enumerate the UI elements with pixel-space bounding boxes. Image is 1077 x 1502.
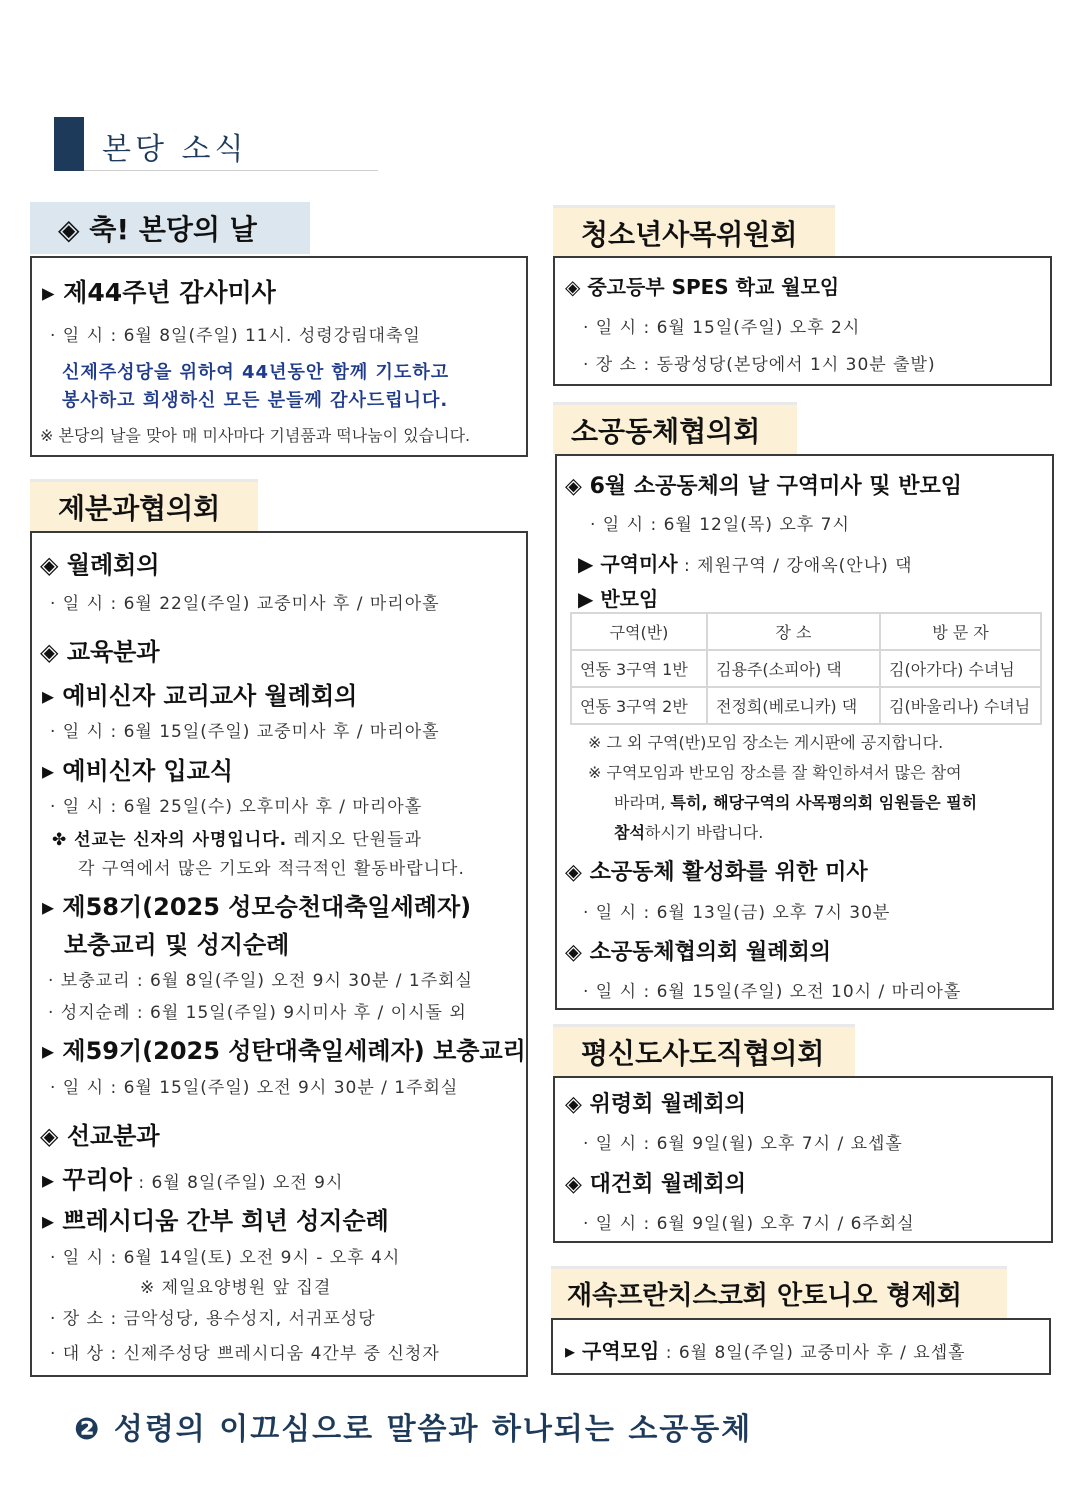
small-note2-line3 [614, 820, 763, 843]
table-row [571, 650, 1041, 687]
catechist-title: ▸ 예비신자 교리교사 월례회의 [42, 682, 358, 710]
feast-note: ※ 본당의 날을 맞아 매 미사마다 기념품과 떡나눔이 있습니다. [40, 426, 471, 445]
activate-title: ◈ 소공동체 활성화를 위한 미사 [565, 860, 868, 885]
pilgrim-title: ▸ 쁘레시디움 간부 희년 성지순례 [42, 1207, 389, 1235]
franciscan-bold: ▸ 구역모임 [565, 1339, 660, 1363]
education-title: ◈ 교육분과 [40, 638, 160, 666]
kkuri-rest: : 6월 8일(주일) 오전 9시 [131, 1173, 344, 1193]
pilgrim-date: · 일 시 : 6월 14일(토) 오전 9시 - 오후 4시 [50, 1248, 401, 1268]
monthly-meeting-title: ◈ 월례회의 [40, 551, 160, 579]
small-monthly-title: ◈ 소공동체협의회 월례회의 [565, 940, 832, 965]
table-header: 방 문 자 [880, 613, 1041, 650]
activate-date: · 일 시 : 6월 13일(금) 오후 7시 30분 [583, 903, 891, 923]
g58-title-line2: 보충교리 및 성지순례 [64, 931, 290, 959]
entrance-date: · 일 시 : 6월 25일(수) 오후미사 후 / 마리아홀 [50, 797, 423, 817]
catechist-date: · 일 시 : 6월 15일(주일) 교중미사 후 / 마리아홀 [50, 722, 440, 742]
franciscan-rest: : 6월 8일(주일) 교중미사 후 / 요셉홀 [659, 1343, 966, 1363]
pilgrim-target: · 대 상 : 신제주성당 쁘레시디움 4간부 중 신청자 [50, 1344, 440, 1364]
small-day-title: ◈ 6월 소공동체의 날 구역미사 및 반모임 [565, 474, 962, 499]
table-cell: 전정희(베로니카) 댁 [707, 687, 880, 724]
table-cell: 김(바울리나) 수녀님 [880, 687, 1041, 724]
tab-small-community: 소공동체협의회 [553, 402, 797, 454]
zone-mass-rest: : 제원구역 / 강애옥(안나) 댁 [677, 556, 913, 576]
zone-mass-bold: ▶ 구역미사 [578, 552, 678, 576]
small-note1: ※ 그 외 구역(반)모임 장소는 게시판에 공지합니다. [588, 733, 944, 752]
pilgrim-gather: ※ 제일요양병원 앞 집결 [140, 1278, 332, 1298]
entrance-title: ▸ 예비신자 입교식 [42, 757, 234, 785]
small-note2-pre: 바라며, [614, 793, 671, 812]
franciscan-line [565, 1335, 966, 1364]
small-monthly-date: · 일 시 : 6월 15일(주일) 오전 10시 / 마리아홀 [583, 982, 962, 1002]
table-cell: 연동 3구역 2반 [571, 687, 707, 724]
g58-supplement: · 보충교리 : 6월 8일(주일) 오전 9시 30분 / 1주회실 [48, 971, 473, 991]
youth-date: · 일 시 : 6월 15일(주일) 오후 2시 [583, 318, 861, 338]
table-header: 장 소 [707, 613, 880, 650]
header-divider [84, 170, 378, 171]
g58-title-line1: ▸ 제58기(2025 성모승천대축일세례자) [42, 893, 472, 921]
visit-table [570, 612, 1042, 725]
small-note3-rest: 하시기 바랍니다. [644, 823, 764, 842]
g59-date: · 일 시 : 6월 15일(주일) 오전 9시 30분 / 1주회실 [50, 1078, 459, 1098]
small-note2-line1: ※ 구역모임과 반모임 장소를 잘 확인하셔서 많은 참여 [588, 763, 962, 782]
daegeon-date: · 일 시 : 6월 9일(월) 오후 7시 / 6주회실 [583, 1214, 915, 1234]
zone-mass-line [578, 548, 913, 577]
feast-mass-title: ▸ 제44주년 감사미사 [42, 278, 276, 307]
pilgrim-place: · 장 소 : 금악성당, 용수성지, 서귀포성당 [50, 1309, 376, 1329]
tab-feast: ◈ 축! 본당의 날 [30, 202, 310, 254]
section-marker [54, 117, 84, 171]
page-footer: ❷ 성령의 이끄심으로 말씀과 하나되는 소공동체 [74, 1412, 753, 1447]
kkuri-bold: ▸ 꾸리아 [42, 1166, 132, 1194]
g58-pilgrimage: · 성지순례 : 6월 15일(주일) 9시미사 후 / 이시돌 외 [48, 1003, 467, 1023]
tab-council: 제분과협의회 [30, 479, 258, 531]
table-cell: 김용주(소피아) 댁 [707, 650, 880, 687]
mission-bold: ✤ 선교는 신자의 사명입니다. [52, 830, 288, 850]
feast-mass-date: · 일 시 : 6월 8일(주일) 11시. 성령강림대축일 [50, 326, 421, 346]
kkuri-line [42, 1160, 343, 1195]
feast-thanks-line2: 봉사하고 희생하신 모든 분들께 감사드립니다. [62, 390, 449, 411]
table-cell: 연동 3구역 1반 [571, 650, 707, 687]
tab-laity: 평신도사도직협의회 [553, 1024, 855, 1076]
small-note2-bold: 특히, 해당구역의 사목평의회 임원들은 필히 [670, 793, 978, 812]
feast-thanks-line1: 신제주성당을 위하여 44년동안 함께 기도하고 [62, 362, 450, 383]
tab-youth: 청소년사목위원회 [553, 205, 835, 257]
ban-meeting-title: ▶ 반모임 [578, 587, 659, 611]
mission-rest: 레지오 단원들과 [287, 830, 422, 850]
mission-line2: 각 구역에서 많은 기도와 적극적인 활동바랍니다. [78, 859, 465, 879]
tab-franciscan: 재속프란치스코회 안토니오 형제회 [551, 1266, 1007, 1318]
wiryeong-date: · 일 시 : 6월 9일(월) 오후 7시 / 요셉홀 [583, 1134, 903, 1154]
table-cell: 김(아가다) 수녀님 [880, 650, 1041, 687]
table-header-row [571, 613, 1041, 650]
table-header: 구역(반) [571, 613, 707, 650]
wiryeong-title: ◈ 위령회 월례회의 [565, 1092, 747, 1117]
youth-title: ◈ 중고등부 SPES 학교 월모임 [565, 275, 840, 299]
small-note3-bold: 참석 [614, 823, 645, 842]
small-note2-line2 [614, 790, 977, 813]
youth-place: · 장 소 : 동광성당(본당에서 1시 30분 출발) [583, 355, 936, 375]
mission-line1 [52, 825, 422, 850]
missionary-title: ◈ 선교분과 [40, 1122, 160, 1150]
monthly-meeting-date: · 일 시 : 6월 22일(주일) 교중미사 후 / 마리아홀 [50, 594, 440, 614]
g59-title: ▸ 제59기(2025 성탄대축일세례자) 보충교리 [42, 1037, 526, 1065]
daegeon-title: ◈ 대건회 월례회의 [565, 1172, 747, 1197]
table-row [571, 687, 1041, 724]
page-title: 본당 소식 [102, 132, 248, 167]
small-day-date: · 일 시 : 6월 12일(목) 오후 7시 [590, 515, 850, 535]
